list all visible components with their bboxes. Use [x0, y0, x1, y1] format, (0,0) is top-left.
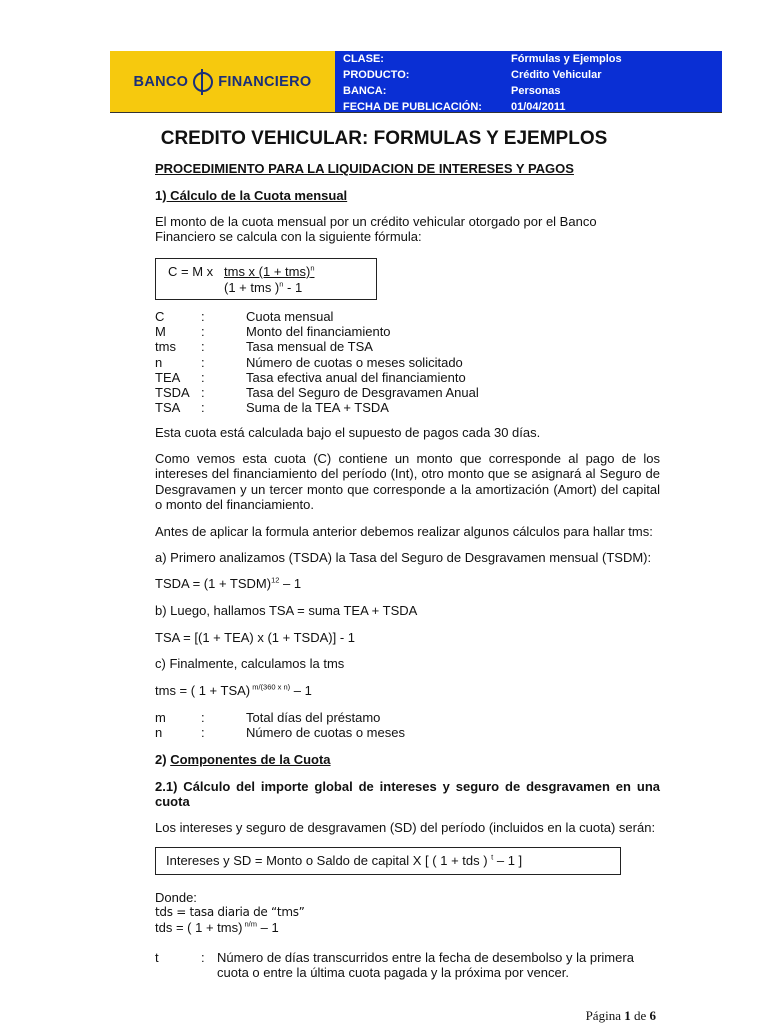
- meta-label-producto: PRODUCTO:: [343, 68, 410, 81]
- definition-colon: :: [201, 339, 205, 355]
- section-2-1-heading: 2.1) Cálculo del importe global de intereses y seguro de desgravamen en una cuota: [155, 779, 660, 810]
- formula-numerator-exp: n: [310, 263, 315, 273]
- section-2-heading: [155, 752, 660, 767]
- meta-label-clase: CLASE:: [343, 52, 384, 65]
- formula-denominator: [224, 280, 302, 295]
- section-1-title: Cálculo de la Cuota mensual: [166, 188, 348, 203]
- meta-label-banca: BANCA:: [343, 84, 387, 97]
- definition-colon: :: [201, 725, 205, 741]
- section-2-title: Componentes de la Cuota: [170, 752, 331, 767]
- bank-name-right: FINANCIERO: [218, 74, 312, 90]
- intereses-formula-exp: t: [491, 852, 494, 862]
- page-title: CREDITO VEHICULAR: FORMULAS Y EJEMPLOS: [160, 128, 608, 149]
- page-footer: [586, 1008, 656, 1024]
- paragraph-30-dias: Esta cuota está calculada bajo el supuesto de pagos cada 30 días.: [155, 425, 541, 440]
- formula-tsda: [155, 576, 660, 591]
- definition-key: M: [155, 324, 166, 340]
- formula-tds-exp: n/m: [242, 919, 258, 929]
- formula-tds: [155, 920, 660, 935]
- formula-lhs: C = M x: [168, 264, 214, 279]
- footer-page-number: 1: [624, 1008, 631, 1023]
- definition-row: [155, 339, 479, 354]
- formula-tsda-exp: 12: [271, 575, 280, 585]
- definition-value: Suma de la TEA + TSDA: [246, 400, 389, 416]
- intereses-formula-box: [155, 847, 621, 875]
- cuota-formula-box: [155, 258, 377, 300]
- bank-logo-icon: [193, 72, 213, 92]
- bank-name-left: BANCO: [133, 74, 189, 90]
- intro-paragraph: El monto de la cuota mensual por un crédito vehicular otorgado por el Banco Financiero se calcula con la siguiente fórmula:: [155, 214, 597, 245]
- definition-value: Total días del préstamo: [246, 710, 381, 725]
- definition-key: n: [155, 725, 163, 741]
- definition-row: [155, 324, 479, 339]
- footer-of-label: de: [630, 1008, 650, 1023]
- meta-value-clase: Fórmulas y Ejemplos: [511, 52, 622, 65]
- definition-key: TSA: [155, 400, 181, 416]
- header-divider: [110, 112, 722, 113]
- section-1-number: 1): [155, 188, 167, 203]
- definition-row: [155, 400, 479, 415]
- intereses-formula: [166, 853, 522, 868]
- donde-label: Donde:: [155, 890, 197, 905]
- header-meta-table: [335, 51, 722, 113]
- formula-numerator: [224, 264, 314, 279]
- definition-value: Tasa efectiva anual del financiamiento: [246, 369, 466, 385]
- formula-tds-text: tds = ( 1 + tms): [155, 920, 243, 935]
- definition-colon: :: [201, 710, 205, 725]
- definitions-list: [155, 309, 479, 415]
- footer-total-pages: 6: [649, 1008, 656, 1023]
- definition-colon: :: [201, 950, 205, 965]
- tds-definition: tds = tasa diaria de “tms”: [155, 905, 305, 919]
- paragraph-intereses: Los intereses y seguro de desgravamen (SD) del período (incluidos en la cuota) serán:: [155, 820, 656, 835]
- section-2-number: 2): [155, 752, 167, 767]
- definition-key: C: [155, 309, 165, 324]
- formula-denominator-exp: n: [279, 279, 284, 289]
- definition-value: Tasa mensual de TSA: [246, 339, 373, 355]
- formula-tsa: TSA = [(1 + TEA) x (1 + TSDA)] - 1: [155, 630, 356, 645]
- definition-row: [155, 370, 479, 385]
- definition-colon: :: [201, 324, 205, 340]
- definition-key: t: [155, 950, 159, 965]
- meta-value-banca: Personas: [511, 84, 561, 97]
- definition-row: [155, 725, 405, 740]
- definition-colon: :: [201, 309, 205, 324]
- section-1-heading: [155, 188, 660, 203]
- definition-colon: :: [201, 354, 205, 370]
- formula-denominator-tail: - 1: [283, 280, 303, 295]
- definition-value: Número de días transcurridos entre la fecha de desembolso y la primera cuota o entre la última cuota pagada y la próxima por vencer.: [217, 950, 634, 981]
- meta-value-producto: Crédito Vehicular: [511, 68, 602, 81]
- definition-row: [155, 355, 479, 370]
- definition-colon: :: [201, 400, 205, 416]
- definition-value: Cuota mensual: [246, 309, 334, 324]
- formula-tds-tail: – 1: [257, 920, 279, 935]
- formula-tms-text: tms = ( 1 + TSA): [155, 683, 251, 698]
- definitions-list-2: [155, 710, 405, 740]
- definition-value: Número de cuotas o meses: [246, 725, 405, 741]
- definition-row: [155, 710, 405, 725]
- definition-key: TSDA: [155, 385, 190, 401]
- meta-value-fecha: 01/04/2011: [511, 100, 566, 113]
- definition-colon: :: [201, 385, 205, 401]
- paragraph-a: a) Primero analizamos (TSDA) la Tasa del Seguro de Desgravamen mensual (TSDM):: [155, 550, 652, 565]
- definition-key: tms: [155, 339, 176, 355]
- section-heading: PROCEDIMIENTO PARA LA LIQUIDACION DE INTERESES Y PAGOS: [155, 161, 574, 176]
- definition-key: n: [155, 354, 163, 370]
- definition-value: Número de cuotas o meses solicitado: [246, 354, 463, 370]
- t-definition: [155, 950, 660, 980]
- formula-denominator-text: (1 + tms ): [224, 280, 280, 295]
- bank-logo: [110, 51, 335, 113]
- meta-label-fecha: FECHA DE PUBLICACIÓN:: [343, 100, 482, 113]
- formula-tms-exp: m/(360 x n): [250, 682, 291, 692]
- definition-row: [155, 385, 479, 400]
- formula-numerator-text: tms x (1 + tms): [224, 264, 311, 279]
- paragraph-como-vemos: Como vemos esta cuota (C) contiene un monto que corresponde al pago de los intereses del financiamiento del período (Int), otro monto que se asignará al Seguro de Desgravamen y un tercer monto que corresponde a la amortización (Amort) del capital o monto del financiamiento.: [155, 451, 660, 513]
- formula-tsda-text: TSDA = (1 + TSDM): [155, 576, 272, 591]
- footer-page-label: Página: [585, 1008, 625, 1023]
- intereses-formula-text: Intereses y SD = Monto o Saldo de capital X [ ( 1 + tds ): [166, 853, 492, 868]
- intereses-formula-tail: – 1 ]: [493, 853, 523, 868]
- paragraph-antes: Antes de aplicar la formula anterior debemos realizar algunos cálculos para hallar tms:: [155, 524, 653, 539]
- formula-tms-tail: – 1: [290, 683, 312, 698]
- document-header: [110, 51, 722, 113]
- definition-row: [155, 309, 479, 324]
- formula-tsda-tail: – 1: [279, 576, 302, 591]
- definition-value: Monto del financiamiento: [246, 324, 391, 340]
- definition-value: Tasa del Seguro de Desgravamen Anual: [246, 385, 479, 401]
- paragraph-c: c) Finalmente, calculamos la tms: [155, 656, 345, 671]
- definition-key: TEA: [155, 369, 181, 385]
- paragraph-b: b) Luego, hallamos TSA = suma TEA + TSDA: [155, 603, 418, 618]
- definition-key: m: [155, 710, 166, 725]
- definition-row: [155, 950, 660, 980]
- definition-colon: :: [201, 369, 205, 385]
- formula-tms: [155, 683, 660, 698]
